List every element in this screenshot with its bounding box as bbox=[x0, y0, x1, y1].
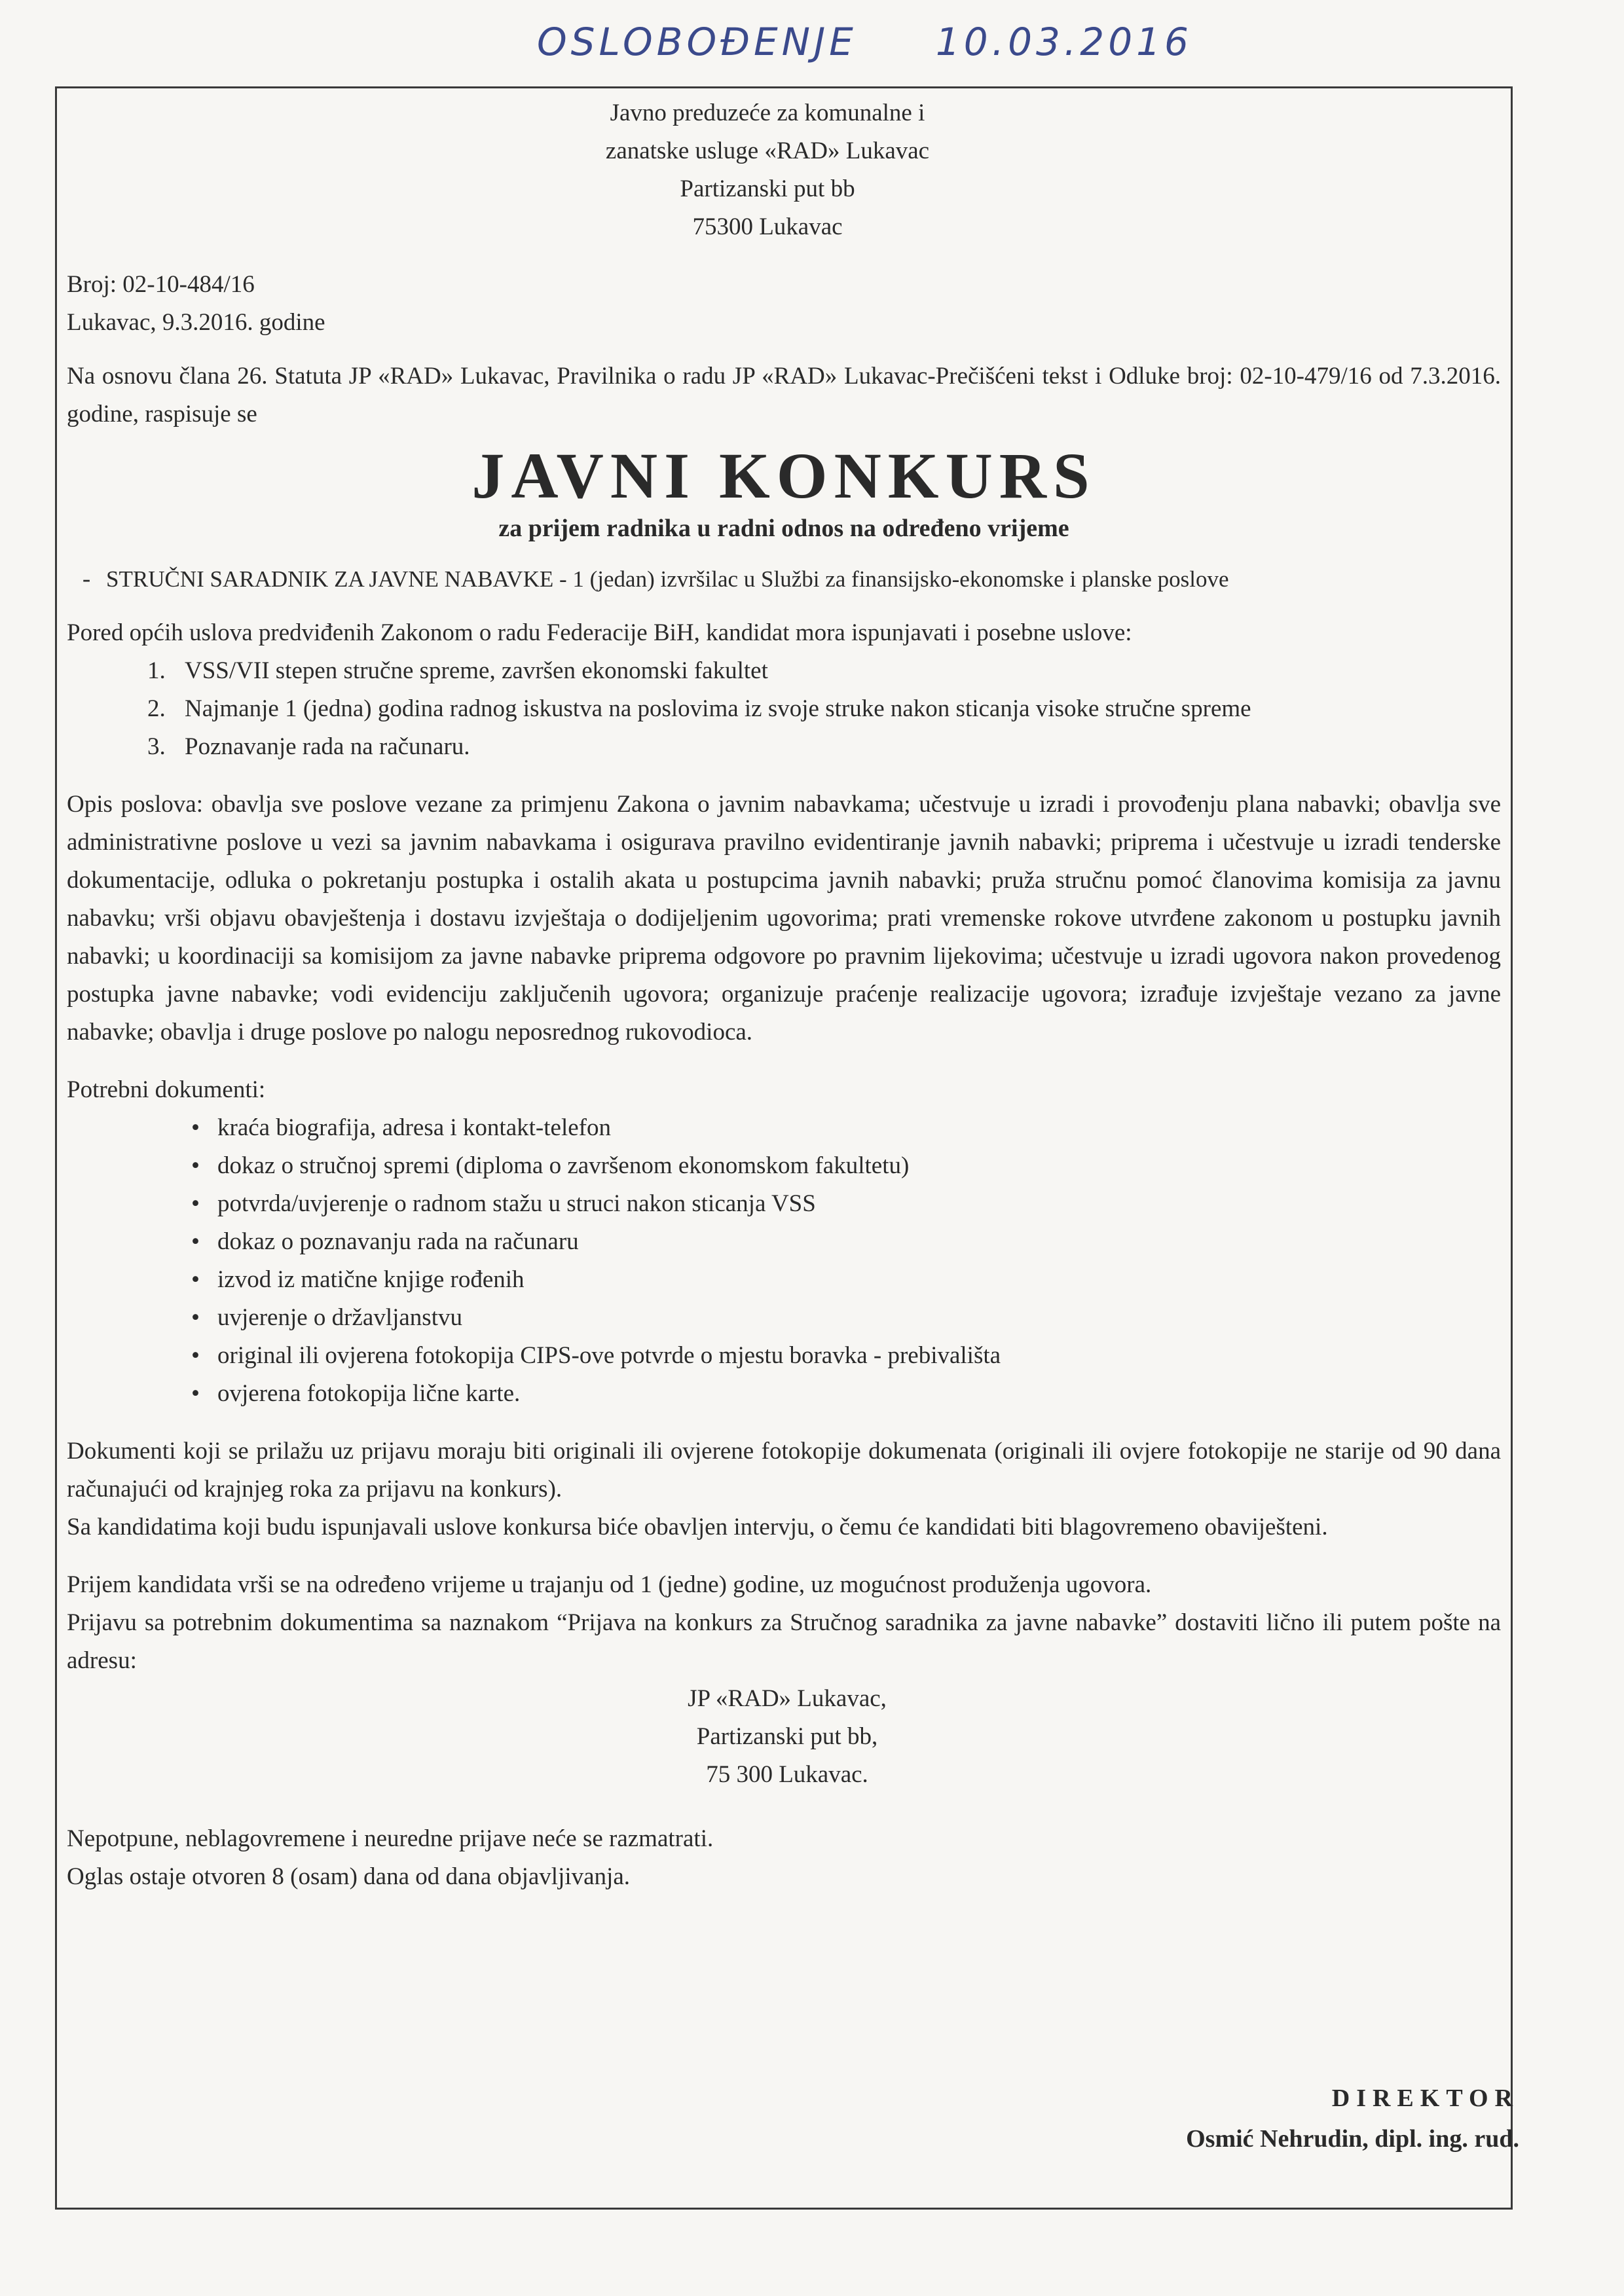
company-header bbox=[34, 94, 1501, 246]
position-line bbox=[67, 560, 1501, 598]
position-text: STRUČNI SARADNIK ZA JAVNE NABAVKE - 1 (jedan) izvršilac u Službi za finansijsko-ekonomske i planske poslove bbox=[106, 566, 1229, 592]
newspaper-name: OSLOBOĐENJE bbox=[537, 20, 857, 64]
list-item: • ovjerena fotokopija lične karte. bbox=[191, 1375, 1501, 1413]
list-item: • izvod iz matične knjige rođenih bbox=[191, 1261, 1501, 1299]
address-line: JP «RAD» Lukavac, bbox=[688, 1685, 887, 1712]
header-line: zanatske usluge «RAD» Lukavac bbox=[605, 137, 930, 164]
list-item: • dokaz o poznavanju rada na računaru bbox=[191, 1223, 1501, 1261]
reference-block bbox=[67, 266, 1501, 342]
job-description: Opis poslova: obavlja sve poslove vezane za primjenu Zakona o javnim nabavkama; učestvuje u izradi i provođenju plana nabavki; obavlja sve administrativne poslove u vezi sa javnim nabavkama i osigurava pravilno evidentiranje javnih nabavki; priprema i učestvuje u izradi tenderske dokumentacije, odluka o pokretanju postupka i ostalih akata u postupcima javnih nabavki; pruža stručnu pomoć članovima komisija za javnu nabavku; vrši objavu obavještenja i dostavu izvještaja o dodijeljenim ugovorima; prati vremenske rokove utvrđene zakonom u postupku javnih nabavki; u koordinaciji sa komisijom za javne nabavke priprema odgovore po pravnim lijekovima; učestvuje u izradi ugovora nakon provedenog postupka javne nabavke; vodi evidenciju zaključenih ugovora; organizuje praćenje realizacije ugovora; izrađuje izvještaje vezano za javne nabavke; obavlja i druge poslove po nalogu neposrednog rukovodioca. bbox=[67, 791, 1501, 1046]
requirements-intro: Pored općih uslova predviđenih Zakonom o radu Federacije BiH, kandidat mora ispunjavati i posebne uslove: bbox=[67, 619, 1132, 646]
reference-date: Lukavac, 9.3.2016. godine bbox=[67, 309, 325, 336]
list-item: • uvjerenje o državljanstvu bbox=[191, 1299, 1501, 1337]
list-item: 2. Najmanje 1 (jedna) godina radnog iskustva na poslovima iz svoje struke nakon sticanja visoke stručne spreme bbox=[172, 690, 1501, 728]
application-note: Prijavu sa potrebnim dokumentima sa naznakom “Prijava na konkurs za Stručnog saradnika za javne nabavke” dostaviti lično ili putem pošte na adresu: bbox=[67, 1609, 1501, 1674]
dash-marker: - bbox=[82, 566, 91, 592]
documents-intro: Potrebni dokumenti: bbox=[67, 1076, 266, 1103]
list-item: • original ili ovjerena fotokopija CIPS-ove potvrde o mjestu boravka - prebivališta bbox=[191, 1337, 1501, 1375]
handwritten-annotation bbox=[537, 20, 1192, 64]
list-item: 3. Poznavanje rada na računaru. bbox=[172, 728, 1501, 766]
list-item: • kraća biografija, adresa i kontakt-telefon bbox=[191, 1109, 1501, 1147]
documents-list bbox=[67, 1109, 1501, 1413]
closing-line: Nepotpune, neblagovremene i neuredne prijave neće se razmatrati. bbox=[67, 1825, 714, 1852]
closing-line: Oglas ostaje otvoren 8 (osam) dana od dana objavljivanja. bbox=[67, 1863, 630, 1890]
header-line: Partizanski put bb bbox=[680, 175, 855, 202]
header-line: Javno preduzeće za komunalne i bbox=[610, 100, 925, 126]
intro-paragraph: Na osnovu člana 26. Statuta JP «RAD» Lukavac, Pravilnika o radu JP «RAD» Lukavac-Prečišćeni tekst i Odluke broj: 02-10-479/16 od 7.3.2016. godine, raspisuje se bbox=[67, 363, 1501, 428]
address-line: 75 300 Lukavac. bbox=[706, 1761, 868, 1788]
annotation-date: 10.03.2016 bbox=[935, 20, 1192, 64]
page-subtitle: za prijem radnika u radni odnos na određeno vrijeme bbox=[498, 515, 1069, 542]
signature-name: Osmić Nehrudin, dipl. ing. rud. bbox=[1186, 2125, 1519, 2153]
address-line: Partizanski put bb, bbox=[696, 1723, 878, 1750]
requirements-list bbox=[67, 652, 1501, 766]
signature-title: DIREKTOR bbox=[1331, 2085, 1519, 2112]
documents-note: Dokumenti koji se prilažu uz prijavu moraju biti originali ili ovjerene fotokopije dokumenata (originali ili ovjere fotokopije ne starije od 90 dana računajući od krajnjeg roka za prijavu na konkurs). bbox=[67, 1438, 1501, 1503]
document-body bbox=[67, 92, 1501, 1896]
list-item: • dokaz o stručnoj spremi (diploma o završenom ekonomskom fakultetu) bbox=[191, 1147, 1501, 1185]
interview-note: Sa kandidatima koji budu ispunjavali uslove konkursa biće obavljen intervju, o čemu će kandidati biti blagovremeno obaviješteni. bbox=[67, 1514, 1328, 1540]
list-item: 1. VSS/VII stepen stručne spreme, završen ekonomski fakultet bbox=[172, 652, 1501, 690]
employment-note: Prijem kandidata vrši se na određeno vrijeme u trajanju od 1 (jedne) godine, uz mogućnost produženja ugovora. bbox=[67, 1571, 1152, 1598]
header-line: 75300 Lukavac bbox=[692, 213, 843, 240]
reference-number: Broj: 02-10-484/16 bbox=[67, 271, 255, 298]
page-title: JAVNI KONKURS bbox=[471, 439, 1096, 512]
mailing-address bbox=[73, 1680, 1501, 1794]
closing-block bbox=[67, 1820, 1501, 1896]
list-item: • potvrda/uvjerenje o radnom stažu u struci nakon sticanja VSS bbox=[191, 1185, 1501, 1223]
